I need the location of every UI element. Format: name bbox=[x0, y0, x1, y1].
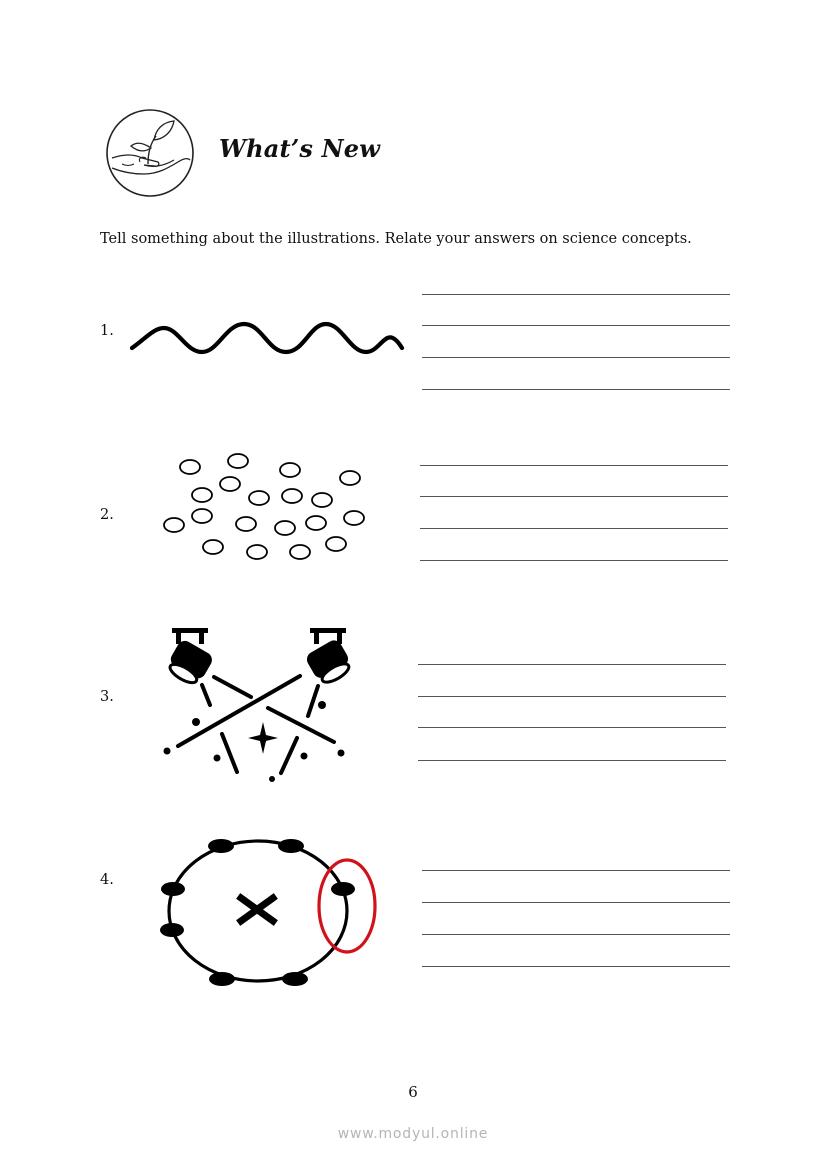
particles-icon bbox=[150, 445, 380, 570]
watermark: www.modyul.online bbox=[337, 1126, 489, 1142]
answer-line[interactable] bbox=[422, 294, 730, 295]
answer-line[interactable] bbox=[418, 664, 726, 665]
section-title: What’s New bbox=[219, 134, 381, 163]
answer-line[interactable] bbox=[422, 902, 730, 903]
answer-line[interactable] bbox=[422, 389, 730, 390]
answer-line[interactable] bbox=[418, 760, 726, 761]
instructions: Tell something about the illustrations. Relate your answers on science concepts. bbox=[100, 231, 692, 247]
answer-line[interactable] bbox=[422, 934, 730, 935]
answer-line[interactable] bbox=[422, 870, 730, 871]
spotlights-icon bbox=[155, 624, 360, 786]
atom-electron-shell-icon bbox=[155, 832, 385, 992]
wave-icon bbox=[128, 312, 408, 364]
item-number: 3. bbox=[100, 689, 114, 705]
item-number: 1. bbox=[100, 323, 114, 339]
hand-holding-seedling-icon bbox=[104, 108, 196, 198]
answer-line[interactable] bbox=[420, 465, 728, 466]
answer-line[interactable] bbox=[422, 966, 730, 967]
item-number: 4. bbox=[100, 872, 114, 888]
page-number: 6 bbox=[408, 1083, 418, 1101]
answer-line[interactable] bbox=[420, 496, 728, 497]
item-number: 2. bbox=[100, 507, 114, 523]
answer-line[interactable] bbox=[420, 560, 728, 561]
answer-line[interactable] bbox=[422, 357, 730, 358]
answer-line[interactable] bbox=[418, 696, 726, 697]
answer-line[interactable] bbox=[422, 325, 730, 326]
answer-line[interactable] bbox=[420, 528, 728, 529]
answer-line[interactable] bbox=[418, 727, 726, 728]
